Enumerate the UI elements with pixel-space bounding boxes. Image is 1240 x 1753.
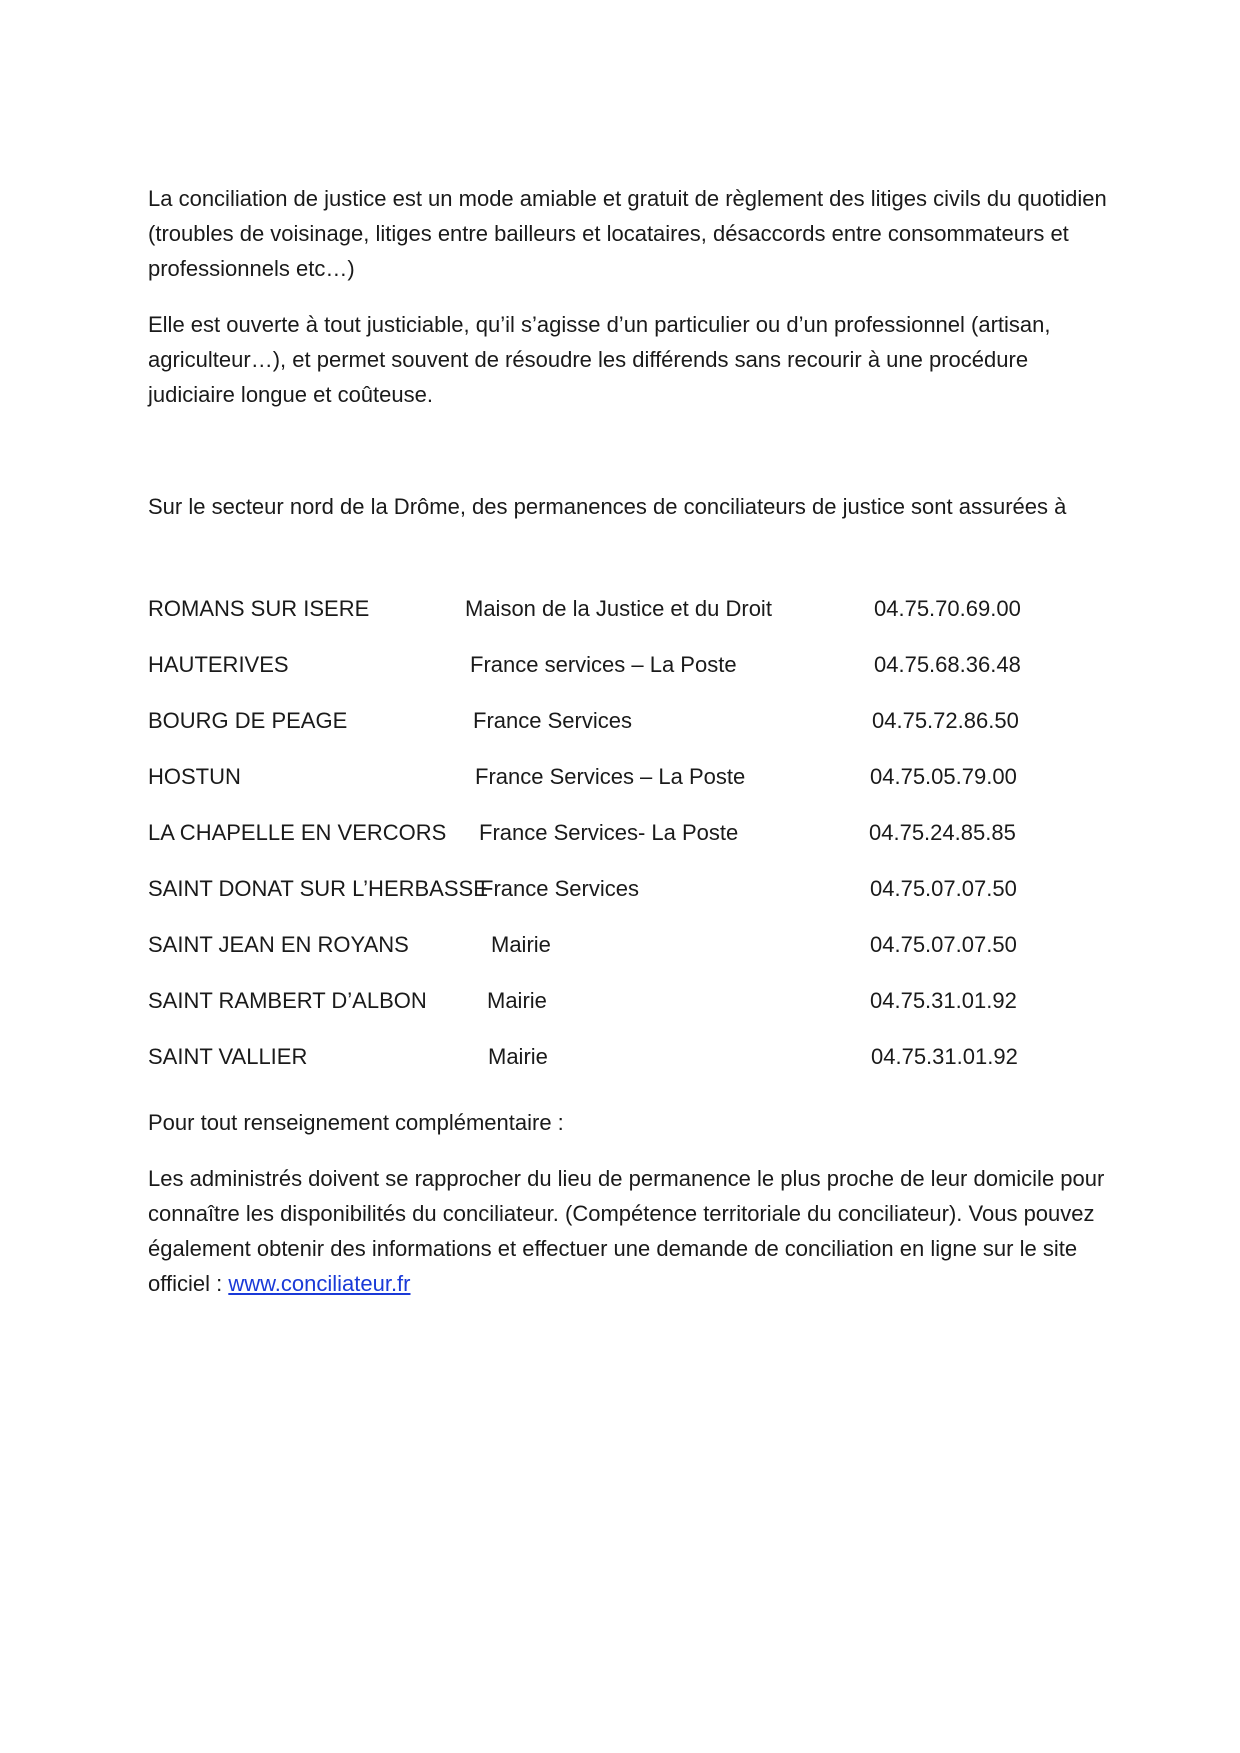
city-name: HAUTERIVES: [148, 652, 289, 677]
conciliateur-website-link[interactable]: www.conciliateur.fr: [228, 1271, 411, 1296]
venue-name: France Services- La Poste: [479, 820, 739, 845]
table-row: [148, 983, 1068, 1018]
table-row: [148, 815, 1068, 850]
venue-name: France Services: [473, 708, 632, 733]
phone-number: 04.75.24.85.85: [869, 820, 1016, 845]
table-row: [148, 927, 1068, 962]
city-name: SAINT RAMBERT D’ALBON: [148, 988, 427, 1013]
table-row: [148, 647, 1068, 682]
table-row: [148, 759, 1068, 794]
venue-name: Mairie: [487, 988, 547, 1013]
venue-name: Maison de la Justice et du Droit: [465, 596, 772, 621]
venue-name: France Services: [480, 876, 639, 901]
info-heading: Pour tout renseignement complémentaire :: [148, 1110, 564, 1135]
venue-name: France services – La Poste: [470, 652, 737, 677]
phone-number: 04.75.05.79.00: [870, 764, 1017, 789]
city-name: SAINT DONAT SUR L’HERBASSE: [148, 876, 488, 901]
table-row: [148, 1039, 1068, 1074]
phone-number: 04.75.72.86.50: [872, 708, 1019, 733]
info-text: Les administrés doivent se rapprocher du lieu de permanence le plus proche de leur domicile pour connaître les disponibilités du conciliateur. (Compétence territoriale du conciliateur). Vous pouvez également obtenir des informations et effectuer une demande de conciliation en ligne sur le site officiel :: [148, 1166, 1105, 1296]
eligibility-paragraph: Elle est ouverte à tout justiciable, qu’il s’agisse d’un particulier ou d’un professionnel (artisan, agriculteur…), et permet souvent de résoudre les différends sans recourir à une procédure judiciaire longue et coûteuse.: [148, 312, 1051, 407]
city-name: BOURG DE PEAGE: [148, 708, 348, 733]
phone-number: 04.75.31.01.92: [871, 1044, 1018, 1069]
intro-paragraph: La conciliation de justice est un mode amiable et gratuit de règlement des litiges civils du quotidien (troubles de voisinage, litiges entre bailleurs et locataires, désaccords entre consommateurs et professionnels etc…): [148, 186, 1107, 281]
phone-number: 04.75.68.36.48: [874, 652, 1021, 677]
table-row: [148, 703, 1068, 738]
city-name: HOSTUN: [148, 764, 241, 789]
table-row: [148, 871, 1068, 906]
phone-number: 04.75.31.01.92: [870, 988, 1017, 1013]
city-name: LA CHAPELLE EN VERCORS: [148, 820, 447, 845]
city-name: SAINT VALLIER: [148, 1044, 308, 1069]
venue-name: Mairie: [488, 1044, 548, 1069]
phone-number: 04.75.07.07.50: [870, 876, 1017, 901]
phone-number: 04.75.07.07.50: [870, 932, 1017, 957]
city-name: ROMANS SUR ISERE: [148, 596, 370, 621]
venue-name: Mairie: [491, 932, 551, 957]
sector-paragraph: Sur le secteur nord de la Drôme, des permanences de conciliateurs de justice sont assurées à: [148, 494, 1067, 519]
city-name: SAINT JEAN EN ROYANS: [148, 932, 409, 957]
venue-name: France Services – La Poste: [475, 764, 746, 789]
phone-number: 04.75.70.69.00: [874, 596, 1021, 621]
info-paragraph: [148, 1161, 1108, 1301]
table-row: [148, 591, 1068, 626]
